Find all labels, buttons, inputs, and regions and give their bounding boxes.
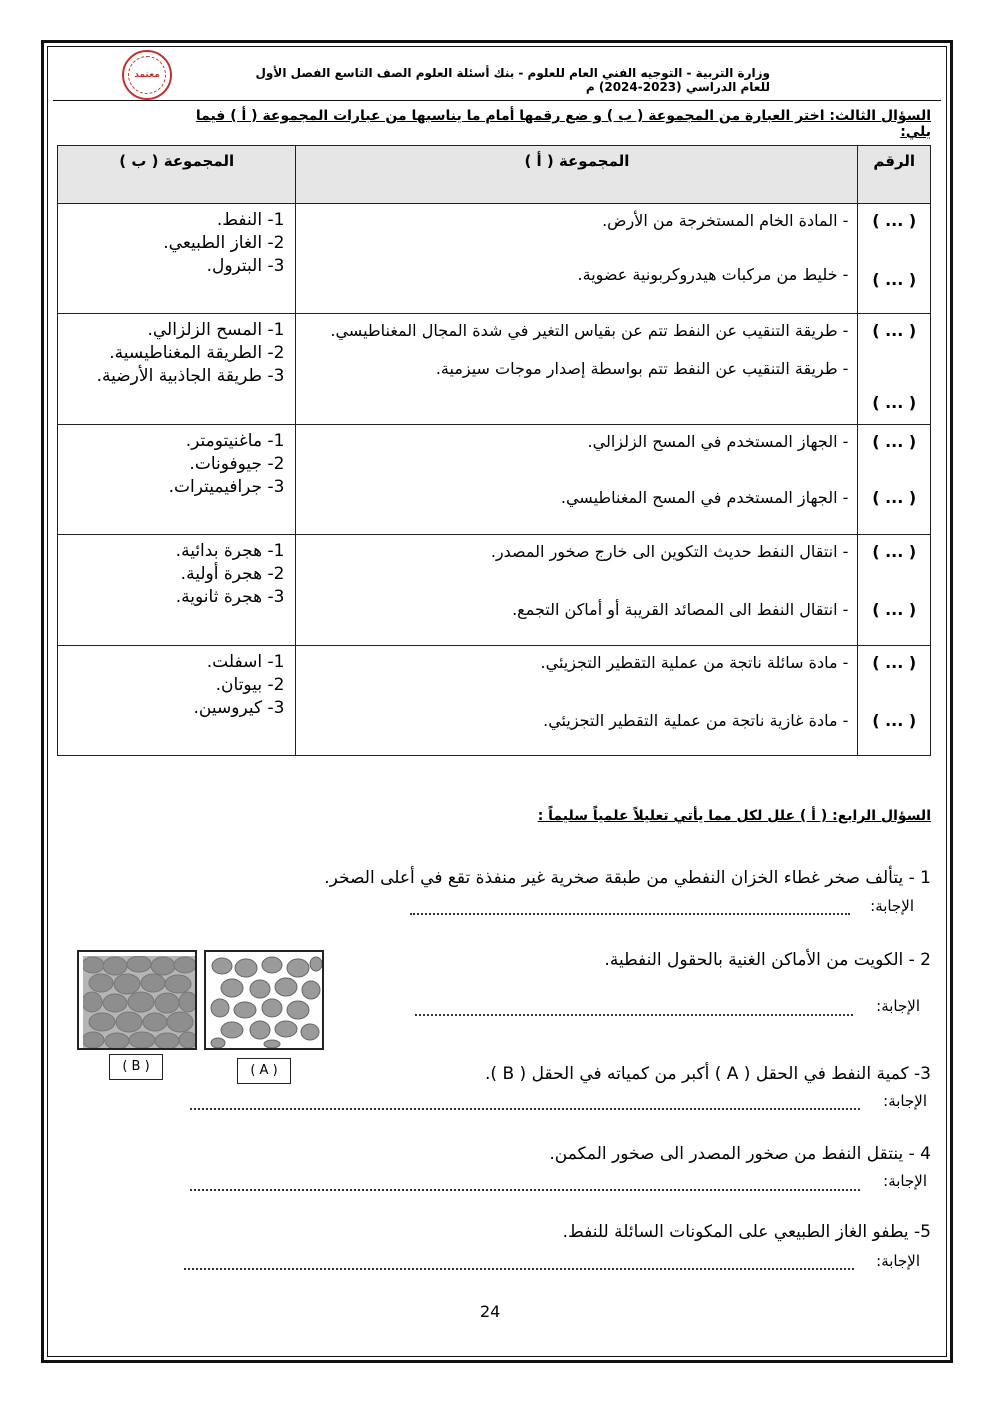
option-b: 2- جيوفونات. [189,453,285,474]
option-b: 1- اسفلت. [206,651,285,672]
answer-slot[interactable]: ( ... ) [872,431,917,451]
statement-a: - طريقة التنقيب عن النفط تتم بواسطة إصدار موجات سيزمية. [435,359,849,379]
approval-stamp [122,50,172,100]
option-b: 1- ماغنيتومتر. [185,430,285,451]
answer-line-5[interactable] [184,1268,854,1270]
reason-item-3: 3- كمية النفط في الحقل ( A ) أكبر من كمياته في الحقل ( B ). [485,1064,931,1084]
reservoir-figure-b [77,950,197,1050]
option-b: 1- هجرة بدائية. [175,541,285,562]
header-group-a: المجموعة ( أ ) [296,146,858,204]
answer-slot[interactable]: ( ... ) [872,270,917,289]
option-b: 1- النفط. [216,210,285,230]
rock-grains-b [83,956,195,1048]
option-b: 2- هجرة أولية. [180,564,285,585]
answer-label: الإجابة: [883,1172,927,1190]
reason-item-1: 1 - يتألف صخر غطاء الخزان النفطي من طبقة صخرية غير منفذة تقع في أعلى الصخر. [324,868,931,888]
answer-label: الإجابة: [883,1092,927,1110]
answer-line-2[interactable] [415,1014,853,1016]
document-header: وزارة التربية - التوجيه الفني العام للعلوم - بنك أسئلة العلوم الصف التاسع الفصل الأول للعام الدراسي (2023-2024) م [255,66,770,94]
statement-a: - الجهاز المستخدم في المسح الزلزالي. [587,431,849,451]
option-b: 3- البترول. [206,256,285,276]
answer-slot[interactable]: ( ... ) [872,487,917,507]
header-divider [53,100,941,101]
reservoir-figure-a [204,950,324,1050]
statement-a: - انتقال النفط الى المصائد القريبة أو أماكن التجمع. [512,600,849,620]
answer-line-1[interactable] [410,913,850,915]
header-group-b: المجموعة ( ب ) [58,146,296,204]
matching-table [57,145,931,756]
statement-a: - الجهاز المستخدم في المسح المغناطيسي. [560,487,849,507]
answer-slot[interactable]: ( ... ) [872,211,917,230]
table-row [58,424,931,534]
option-b: 3- هجرة ثانوية. [175,587,285,608]
question-3-instruction: اختر العبارة من المجموعة ( ب ) و ضع رقمها أمام ما يناسبها من عبارات المجموعة ( أ ) فيما يلي: [195,108,931,140]
table-row [58,204,931,314]
option-b: 1- المسح الزلزالي. [147,320,285,341]
answer-slot[interactable]: ( ... ) [872,710,917,730]
answer-slot[interactable]: ( ... ) [872,542,917,562]
question-4-instruction: ( أ ) علل لكل مما يأتي تعليلاً علمياً سليماً : [537,808,828,824]
option-b: 2- بيوتان. [215,674,285,695]
table-row [58,314,931,424]
reason-item-2: 2 - الكويت من الأماكن الغنية بالحقول النفطية. [604,950,931,970]
answer-slot[interactable]: ( ... ) [872,321,917,341]
answer-line-3[interactable] [190,1108,860,1110]
statement-a: - المادة الخام المستخرجة من الأرض. [602,211,849,230]
question-4-title [331,808,931,824]
answer-line-4[interactable] [190,1189,860,1191]
option-b: 2- الطريقة المغناطيسية. [109,343,285,364]
header-num: الرقم [858,146,931,204]
statement-a: - مادة سائلة ناتجة من عملية التقطير التجزيئي. [540,652,849,672]
figure-label-a: ( A ) [237,1058,291,1084]
statement-a: - مادة غازية ناتجة من عملية التقطير التجزيئي. [543,710,849,730]
statement-a: - طريقة التنقيب عن النفط تتم عن بقياس التغير في شدة المجال المغناطيسي. [330,321,849,341]
reason-item-4: 4 - ينتقل النفط من صخور المصدر الى صخور المكمن. [549,1144,931,1164]
page-number: 24 [480,1302,501,1321]
option-b: 3- طريقة الجاذبية الأرضية. [96,366,285,387]
answer-label: الإجابة: [870,897,914,915]
statement-a: - خليط من مركبات هيدروكربونية عضوية. [577,265,849,284]
option-b: 3- جرافيميترات. [168,476,285,497]
answer-slot[interactable]: ( ... ) [872,393,917,413]
table-row [58,535,931,645]
table-row [58,645,931,755]
reason-item-5: 5- يطفو الغاز الطبيعي على المكونات السائلة للنفط. [562,1222,931,1242]
question-3-title [171,108,931,140]
answer-label: الإجابة: [876,997,920,1015]
question-3-lead: السؤال الثالث: [829,108,931,124]
option-b: 3- كيروسين. [193,697,285,718]
option-b: 2- الغاز الطبيعي. [163,233,285,253]
answer-slot[interactable]: ( ... ) [872,600,917,620]
figure-label-b: ( B ) [109,1054,163,1080]
stamp-text: معتمد [134,70,160,80]
rock-grains-a [210,956,322,1048]
statement-a: - انتقال النفط حديث التكوين الى خارج صخور المصدر. [490,542,849,562]
answer-slot[interactable]: ( ... ) [872,652,917,672]
question-4-lead: السؤال الرابع: [832,808,931,824]
answer-label: الإجابة: [876,1252,920,1270]
